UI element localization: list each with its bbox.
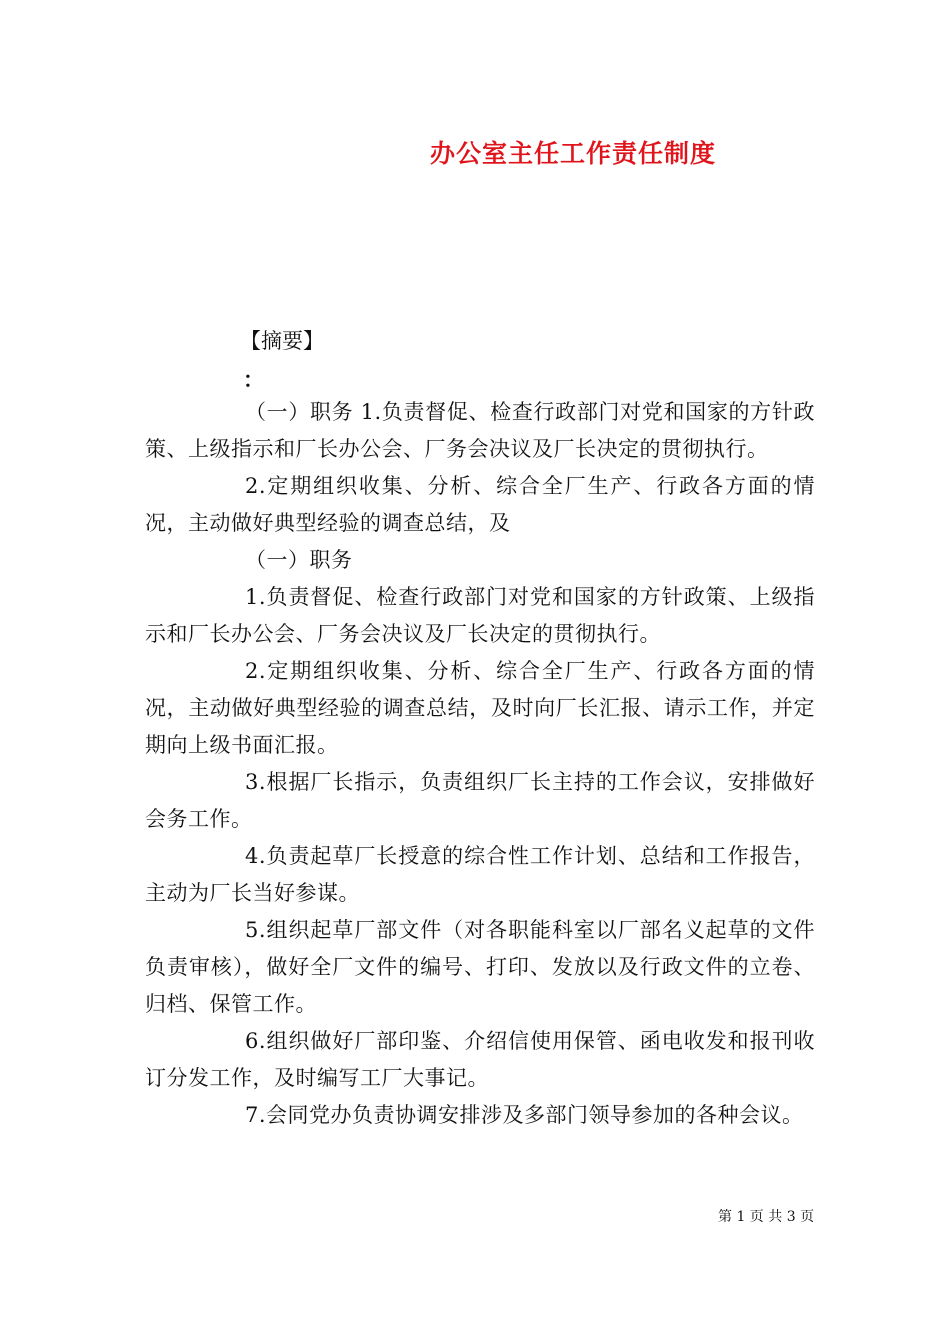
paragraph-duty-intro: （一）职务 1.负责督促、检查行政部门对党和国家的方针政策、上级指示和厂长办公会、厂务会决议及厂长决定的贯彻执行。 <box>145 400 815 461</box>
page-title: 办公室主任工作责任制度 <box>430 139 717 168</box>
paragraph-item-2-partial: 2.定期组织收集、分析、综合全厂生产、行政各方面的情况，主动做好典型经验的调查总结，及 <box>145 474 815 535</box>
paragraph-item-3: 3.根据厂长指示，负责组织厂长主持的工作会议，安排做好会务工作。 <box>145 770 815 831</box>
abstract-heading: 【摘要】 <box>240 329 324 353</box>
document-body <box>145 394 815 1134</box>
abstract-colon: ： <box>243 367 264 392</box>
section-heading-duty: （一）职务 <box>245 548 353 572</box>
paragraph-item-4: 4.负责起草厂长授意的综合性工作计划、总结和工作报告，主动为厂长当好参谋。 <box>145 844 815 905</box>
paragraph-item-2: 2.定期组织收集、分析、综合全厂生产、行政各方面的情况，主动做好典型经验的调查总结，及时向厂长汇报、请示工作，并定期向上级书面汇报。 <box>145 659 815 757</box>
paragraph-item-5: 5.组织起草厂部文件（对各职能科室以厂部名义起草的文件负责审核），做好全厂文件的编号、打印、发放以及行政文件的立卷、归档、保管工作。 <box>145 918 815 1016</box>
paragraph-item-1: 1.负责督促、检查行政部门对党和国家的方针政策、上级指示和厂长办公会、厂务会决议及厂长决定的贯彻执行。 <box>145 585 815 646</box>
paragraph-item-7: 7.会同党办负责协调安排涉及多部门领导参加的各种会议。 <box>245 1103 804 1127</box>
page-number: 第 1 页 共 3 页 <box>718 1209 815 1225</box>
paragraph-item-6: 6.组织做好厂部印鉴、介绍信使用保管、函电收发和报刊收订分发工作，及时编写工厂大事记。 <box>145 1029 815 1090</box>
